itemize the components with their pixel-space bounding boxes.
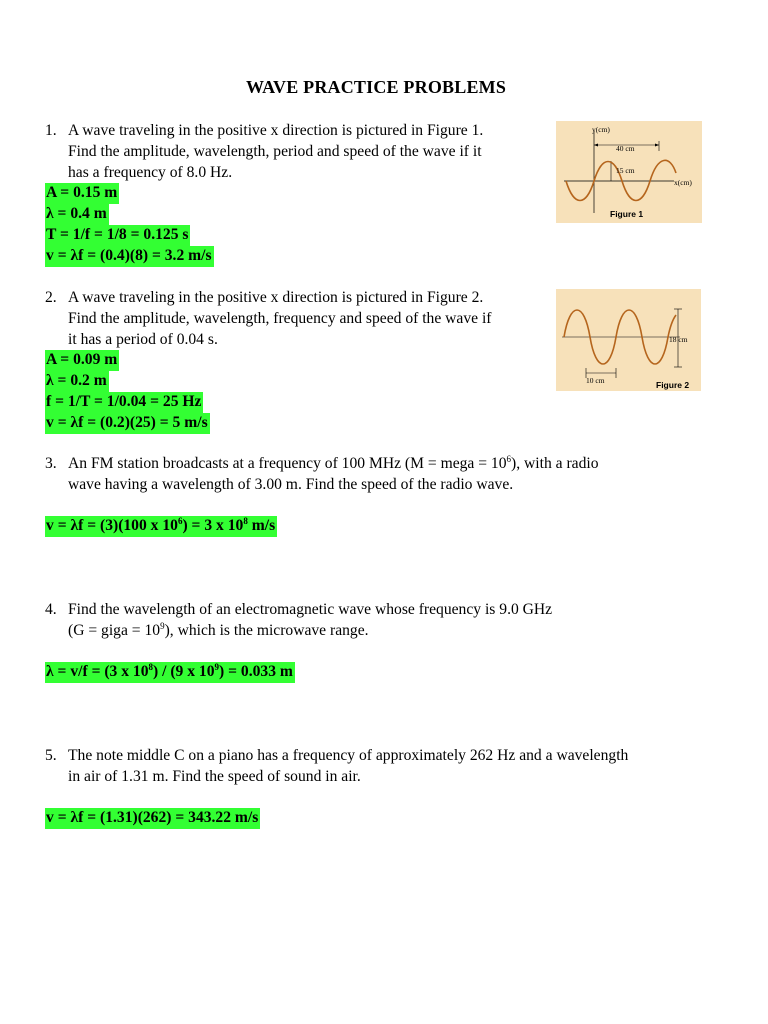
problem-5-question [45,746,628,788]
answer-line: f = 1/T = 1/0.04 = 25 Hz [45,392,203,413]
answer-line: v = λf = (1.31)(262) = 343.22 m/s [45,808,260,829]
wavelength-label: 40 cm [616,144,635,153]
y-axis-label: y(cm) [592,125,610,134]
figure-2-wave-diagram [556,289,701,391]
page-title: WAVE PRACTICE PROBLEMS [245,77,507,97]
problem-number: 3. [45,455,57,472]
answer-line: v = λf = (0.4)(8) = 3.2 m/s [45,246,214,267]
question-line: wave having a wavelength of 3.00 m. Find the speed of the radio wave. [68,475,514,493]
figure-1-wave-diagram [556,121,702,223]
amplitude-label: 18 cm [669,335,688,344]
problem-1-question [45,121,483,183]
amplitude-label: 15 cm [616,166,635,175]
question-line: has a frequency of 8.0 Hz. [68,163,233,181]
figure-1-label: Figure 1 [610,209,644,219]
problem-3 [45,454,599,537]
question-line: Find the amplitude, wavelength, frequency and speed of the wave if [68,309,492,327]
problem-2 [45,288,492,434]
question-line: A wave traveling in the positive x direction is pictured in Figure 1. [68,122,484,139]
figure-1 [556,121,702,223]
figure-2-label: Figure 2 [656,380,690,390]
problem-number: 4. [45,601,57,618]
problem-number: 5. [45,747,57,764]
problem-number: 1. [45,122,57,139]
problem-number: 2. [45,289,57,306]
answer-line: T = 1/f = 1/8 = 0.125 s [45,225,190,246]
question-line: Find the amplitude, wavelength, period and speed of the wave if it [68,142,482,160]
question-line: it has a period of 0.04 s. [68,330,218,348]
problem-2-question [45,288,492,350]
question-line: (G = giga = $10^9$), which is the microwave range. [68,620,369,639]
question-line: in air of 1.31 m. Find the speed of sound in air. [68,767,361,785]
problem-3-question [45,454,599,496]
problem-4-question [45,600,552,642]
question-line: A wave traveling in the positive x direction is pictured in Figure 2. [68,289,484,306]
answer-line: A = 0.09 m [45,350,119,371]
problem-4 [45,600,552,683]
problem-2-answers [45,350,492,433]
question-line: An FM station broadcasts at a frequency of 100 MHz (M = mega = $10^6$), with a radio [68,454,599,472]
question-line: Find the wavelength of an electromagnetic wave whose frequency is 9.0 GHz [68,601,553,618]
problem-1-answers [45,183,483,266]
answer-line: v = λf = (0.2)(25) = 5 m/s [45,413,210,434]
problem-1 [45,121,483,267]
answer-line: λ = 0.2 m [45,371,109,392]
answer-line: v = λf = (3)(100 x $10^6) = 3$ x $10^8$ m/s [45,516,277,537]
width-label: 10 cm [586,376,605,385]
answer-line: λ = 0.4 m [45,204,109,225]
question-line: The note middle C on a piano has a frequency of approximately 262 Hz and a wavelength [68,747,629,764]
x-axis-label: x(cm) [674,178,692,187]
figure-2 [556,289,701,391]
answer-line: λ = v/f = (3 x $10^8) / (9$ x $10^9) = 0.033$ m [45,662,295,683]
problem-5 [45,746,628,829]
answer-line: A = 0.15 m [45,183,119,204]
